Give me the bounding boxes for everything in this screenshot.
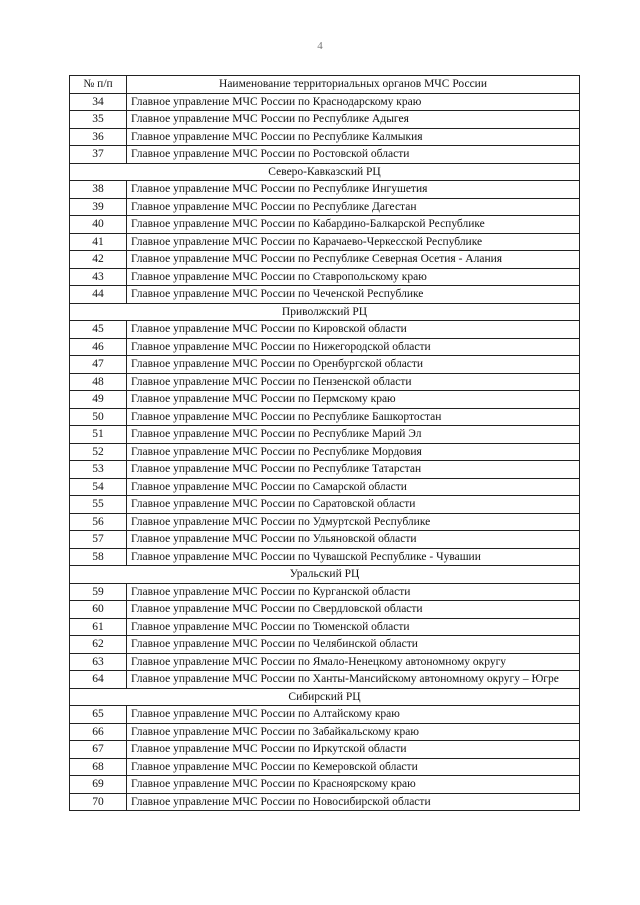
- section-row: [70, 163, 580, 181]
- row-number: 53: [70, 461, 127, 479]
- row-number: 54: [70, 478, 127, 496]
- row-number: 42: [70, 251, 127, 269]
- header-name: Наименование территориальных органов МЧС России: [127, 76, 580, 94]
- table-row: [70, 321, 580, 339]
- table-row: [70, 391, 580, 409]
- section-row: [70, 688, 580, 706]
- row-name: Главное управление МЧС России по Ямало-Ненецкому автономному округу: [127, 653, 580, 671]
- row-name: Главное управление МЧС России по Нижегородской области: [127, 338, 580, 356]
- row-name: Главное управление МЧС России по Ульяновской области: [127, 531, 580, 549]
- row-number: 66: [70, 723, 127, 741]
- table-row: [70, 233, 580, 251]
- row-number: 63: [70, 653, 127, 671]
- row-name: Главное управление МЧС России по Новосибирской области: [127, 793, 580, 811]
- row-name: Главное управление МЧС России по Самарской области: [127, 478, 580, 496]
- table-row: [70, 671, 580, 689]
- table-row: [70, 531, 580, 549]
- row-name: Главное управление МЧС России по Удмуртской Республике: [127, 513, 580, 531]
- section-title: Приволжский РЦ: [70, 303, 580, 321]
- table-row: [70, 706, 580, 724]
- row-number: 67: [70, 741, 127, 759]
- row-number: 43: [70, 268, 127, 286]
- table-row: [70, 758, 580, 776]
- row-number: 58: [70, 548, 127, 566]
- row-number: 70: [70, 793, 127, 811]
- table-row: [70, 198, 580, 216]
- row-name: Главное управление МЧС России по Ханты-Мансийскому автономному округу – Югре: [127, 671, 580, 689]
- table-row: [70, 723, 580, 741]
- row-name: Главное управление МЧС России по Свердловской области: [127, 601, 580, 619]
- table-row: [70, 601, 580, 619]
- row-number: 34: [70, 93, 127, 111]
- row-number: 48: [70, 373, 127, 391]
- table-header-row: [70, 76, 580, 94]
- row-number: 68: [70, 758, 127, 776]
- table-row: [70, 461, 580, 479]
- table-row: [70, 251, 580, 269]
- table-row: [70, 583, 580, 601]
- section-row: [70, 566, 580, 584]
- row-number: 44: [70, 286, 127, 304]
- row-name: Главное управление МЧС России по Кемеровской области: [127, 758, 580, 776]
- table-row: [70, 513, 580, 531]
- table-row: [70, 373, 580, 391]
- row-number: 59: [70, 583, 127, 601]
- table-row: [70, 356, 580, 374]
- row-number: 57: [70, 531, 127, 549]
- row-number: 35: [70, 111, 127, 129]
- row-name: Главное управление МЧС России по Ставропольскому краю: [127, 268, 580, 286]
- row-number: 49: [70, 391, 127, 409]
- row-name: Главное управление МЧС России по Республике Северная Осетия - Алания: [127, 251, 580, 269]
- row-name: Главное управление МЧС России по Республике Дагестан: [127, 198, 580, 216]
- row-number: 41: [70, 233, 127, 251]
- row-name: Главное управление МЧС России по Алтайскому краю: [127, 706, 580, 724]
- row-number: 46: [70, 338, 127, 356]
- row-number: 60: [70, 601, 127, 619]
- table-row: [70, 443, 580, 461]
- table-row: [70, 793, 580, 811]
- row-number: 56: [70, 513, 127, 531]
- table-row: [70, 128, 580, 146]
- row-name: Главное управление МЧС России по Пермскому краю: [127, 391, 580, 409]
- row-number: 62: [70, 636, 127, 654]
- row-number: 64: [70, 671, 127, 689]
- page-number: 4: [317, 40, 323, 52]
- table-row: [70, 496, 580, 514]
- row-name: Главное управление МЧС России по Саратовской области: [127, 496, 580, 514]
- row-name: Главное управление МЧС России по Республике Калмыкия: [127, 128, 580, 146]
- row-number: 37: [70, 146, 127, 164]
- row-number: 55: [70, 496, 127, 514]
- row-name: Главное управление МЧС России по Республике Татарстан: [127, 461, 580, 479]
- section-title: Уральский РЦ: [70, 566, 580, 584]
- table-row: [70, 338, 580, 356]
- row-number: 50: [70, 408, 127, 426]
- row-number: 38: [70, 181, 127, 199]
- row-number: 52: [70, 443, 127, 461]
- row-name: Главное управление МЧС России по Чеченской Республике: [127, 286, 580, 304]
- row-name: Главное управление МЧС России по Пензенской области: [127, 373, 580, 391]
- table-row: [70, 111, 580, 129]
- row-name: Главное управление МЧС России по Челябинской области: [127, 636, 580, 654]
- row-name: Главное управление МЧС России по Красноярскому краю: [127, 776, 580, 794]
- row-name: Главное управление МЧС России по Республике Адыгея: [127, 111, 580, 129]
- row-number: 51: [70, 426, 127, 444]
- row-name: Главное управление МЧС России по Забайкальскому краю: [127, 723, 580, 741]
- table-row: [70, 286, 580, 304]
- row-name: Главное управление МЧС России по Иркутской области: [127, 741, 580, 759]
- table-row: [70, 268, 580, 286]
- table-row: [70, 478, 580, 496]
- row-name: Главное управление МЧС России по Республике Башкортостан: [127, 408, 580, 426]
- table-row: [70, 93, 580, 111]
- table-row: [70, 548, 580, 566]
- row-name: Главное управление МЧС России по Кировской области: [127, 321, 580, 339]
- row-number: 61: [70, 618, 127, 636]
- row-number: 36: [70, 128, 127, 146]
- table-row: [70, 426, 580, 444]
- row-name: Главное управление МЧС России по Республике Мордовия: [127, 443, 580, 461]
- row-number: 65: [70, 706, 127, 724]
- row-name: Главное управление МЧС России по Краснодарскому краю: [127, 93, 580, 111]
- row-number: 45: [70, 321, 127, 339]
- row-name: Главное управление МЧС России по Республике Марий Эл: [127, 426, 580, 444]
- table-row: [70, 216, 580, 234]
- row-name: Главное управление МЧС России по Чувашской Республике - Чувашии: [127, 548, 580, 566]
- row-name: Главное управление МЧС России по Ростовской области: [127, 146, 580, 164]
- table-row: [70, 618, 580, 636]
- row-name: Главное управление МЧС России по Кабардино-Балкарской Республике: [127, 216, 580, 234]
- table-row: [70, 653, 580, 671]
- row-number: 39: [70, 198, 127, 216]
- row-name: Главное управление МЧС России по Республике Ингушетия: [127, 181, 580, 199]
- table-row: [70, 408, 580, 426]
- row-name: Главное управление МЧС России по Оренбургской области: [127, 356, 580, 374]
- row-number: 47: [70, 356, 127, 374]
- table-row: [70, 146, 580, 164]
- table-row: [70, 741, 580, 759]
- table-body: [70, 93, 580, 811]
- header-number: № п/п: [70, 76, 127, 94]
- table-row: [70, 636, 580, 654]
- row-number: 69: [70, 776, 127, 794]
- section-title: Северо-Кавказский РЦ: [70, 163, 580, 181]
- row-name: Главное управление МЧС России по Тюменской области: [127, 618, 580, 636]
- row-name: Главное управление МЧС России по Курганской области: [127, 583, 580, 601]
- section-title: Сибирский РЦ: [70, 688, 580, 706]
- section-row: [70, 303, 580, 321]
- table-row: [70, 181, 580, 199]
- row-number: 40: [70, 216, 127, 234]
- territorial-bodies-table: [69, 75, 580, 811]
- table-row: [70, 776, 580, 794]
- row-name: Главное управление МЧС России по Карачаево-Черкесской Республике: [127, 233, 580, 251]
